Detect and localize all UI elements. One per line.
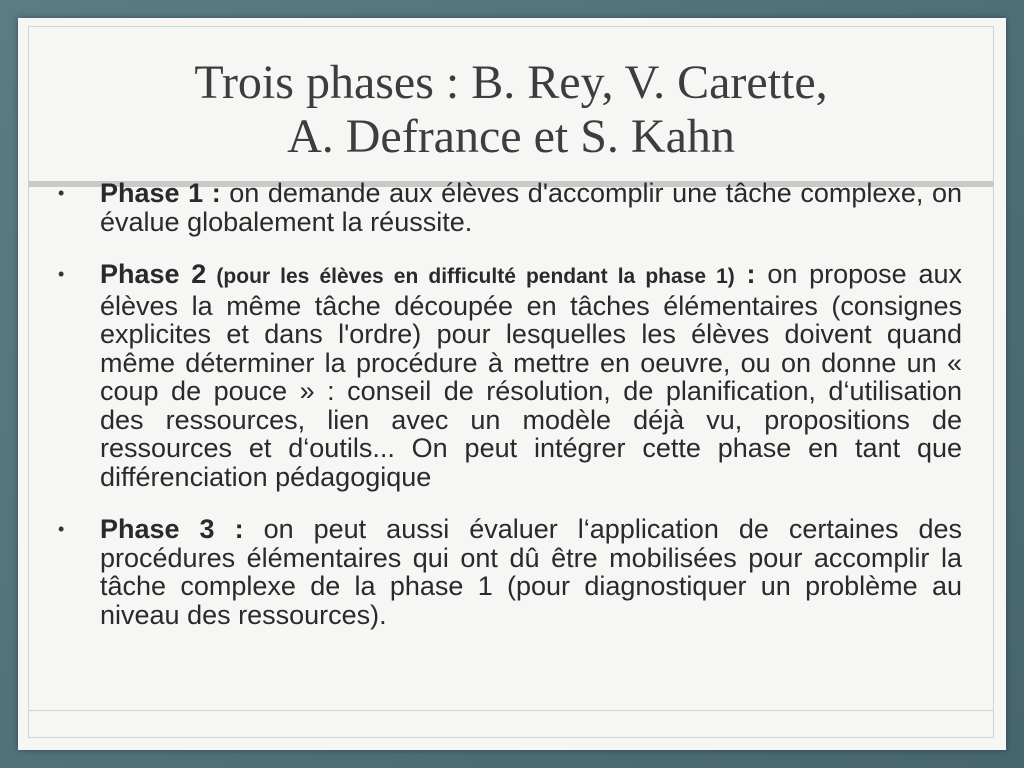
bullet-list xyxy=(58,178,963,653)
bullet-lead: Phase 2 xyxy=(100,259,207,289)
slide-title xyxy=(28,56,994,164)
bullet-text: on demande aux élèves d'accomplir une tâche complexe, on évalue globalement la réussite. xyxy=(100,178,962,237)
bullet-text: on peut aussi évaluer l‘application de certaines des procédures élémentaires qui ont dû être mobilisées pour accomplir la tâche complexe de la phase 1 (pour diagnostiquer un problème au niveau des ressources). xyxy=(100,514,963,630)
bullet-lead: Phase 3 : xyxy=(100,514,244,544)
bullet-phase-3 xyxy=(58,514,963,630)
bullet-phase-1 xyxy=(58,178,962,237)
bullet-phase-2 xyxy=(58,259,962,492)
bullet-text: on propose aux élèves la même tâche découpée en tâches élémentaires (consignes explicites et dans l'ordre) pour lesquelles les élèves doivent quand même déterminer la procédure à mettre en oeuvre, ou on donne un « coup de pouce » : conseil de résolution, de planification, d‘utilisation des ressources, lien avec un modèle déjà vu, propositions de ressources et d‘outils... On peut intégrer cette phase en tant que différenciation pédagogique xyxy=(100,259,962,492)
bullet-lead-colon: : xyxy=(734,259,756,289)
slide-title-line-1: Trois phases : B. Rey, V. Carette, xyxy=(194,56,828,109)
bullet-icon: • xyxy=(58,264,65,284)
bullet-icon: • xyxy=(58,519,65,539)
slide-title-line-2: A. Defrance et S. Kahn xyxy=(287,110,735,163)
bullet-icon: • xyxy=(58,183,65,203)
slide-page xyxy=(18,18,1006,750)
bullet-lead-note: (pour les élèves en difficulté pendant la phase 1) xyxy=(206,265,735,288)
bullet-lead: Phase 1 : xyxy=(100,178,221,208)
footer-divider xyxy=(28,710,994,711)
